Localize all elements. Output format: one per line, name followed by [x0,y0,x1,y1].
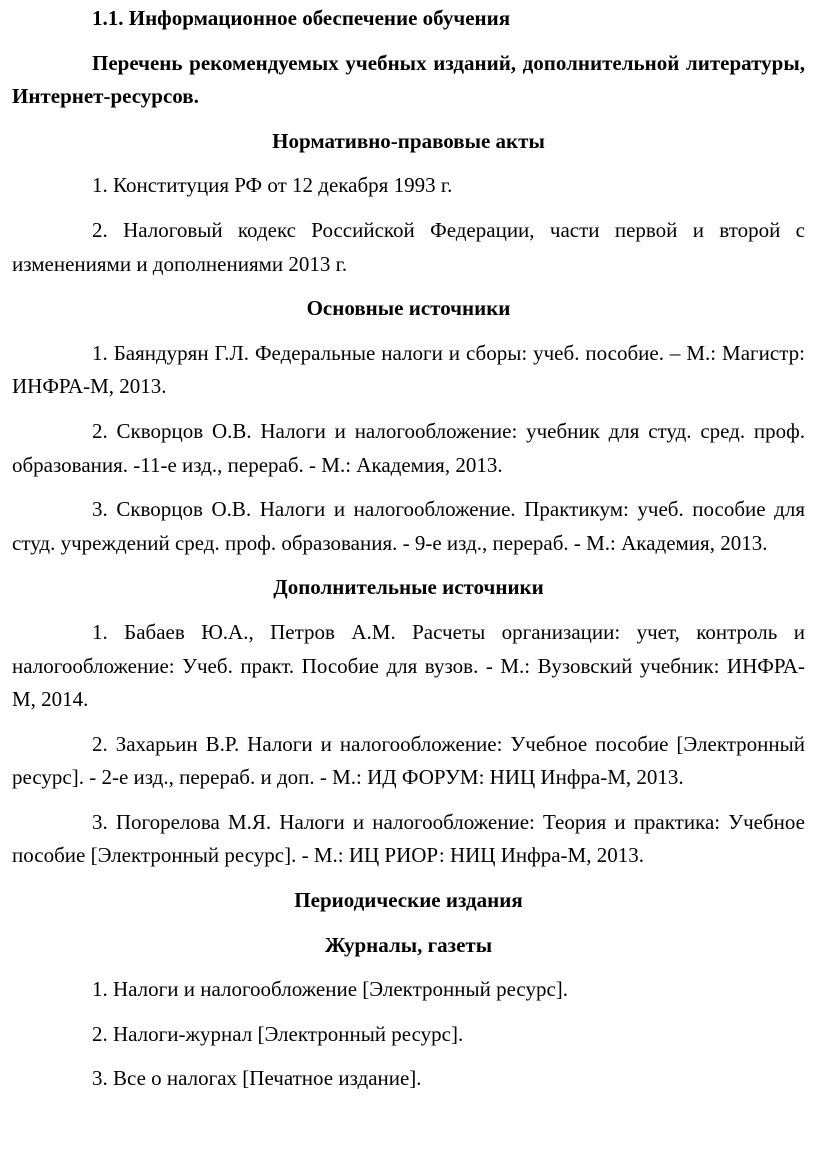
document-page [12,0,805,1107]
additional-sources-heading: Дополнительные источники [273,575,544,600]
additional-source-item: 1. Бабаев Ю.А., Петров А.М. Расчеты организации: учет, контроль и налогообложение: Учеб. практ. Пособие для вузов. - М.: Вузовский учебник: ИНФРА-М, 2014. [12,619,805,712]
periodicals-heading: Периодические издания [294,888,523,913]
main-sources-heading: Основные источники [306,296,511,321]
main-source-item: 2. Скворцов О.В. Налоги и налогообложение: учебник для студ. сред. проф. образования. -11-е изд., перераб. - М.: Академия, 2013. [12,418,805,477]
normative-acts-heading: Нормативно-правовые акты [272,128,545,153]
periodicals-subheading: Журналы, газеты [324,932,493,957]
normative-item: 1. Конституция РФ от 12 декабря 1993 г. [92,173,453,198]
normative-item: 2. Налоговый кодекс Российской Федерации, части первой и второй с изменениями и дополнениями 2013 г. [12,217,805,276]
main-source-item: 3. Скворцов О.В. Налоги и налогообложение. Практикум: учеб. пособие для студ. учреждений сред. проф. образования. - 9-е изд., перераб. - М.: Академия, 2013. [12,497,805,555]
periodical-item: 3. Все о налогах [Печатное издание]. [92,1066,422,1091]
document-subheading: Перечень рекомендуемых учебных изданий, дополнительной литературы, Интернет-ресурсов. [12,50,805,109]
periodical-item: 1. Налоги и налогообложение [Электронный ресурс]. [92,977,569,1002]
periodical-item: 2. Налоги-журнал [Электронный ресурс]. [92,1021,464,1046]
additional-source-item: 2. Захарьин В.Р. Налоги и налогообложение: Учебное пособие [Электронный ресурс]. - 2-е изд., перераб. и доп. - М.: ИД ФОРУМ: НИЦ Инфра-М, 2013. [12,731,805,790]
additional-source-item: 3. Погорелова М.Я. Налоги и налогообложение: Теория и практика: Учебное пособие [Электронный ресурс]. - М.: ИЦ РИОР: НИЦ Инфра-М, 2013. [12,809,805,868]
document-heading: 1.1. Информационное обеспечение обучения [92,6,511,30]
main-source-item: 1. Баяндурян Г.Л. Федеральные налоги и сборы: учеб. пособие. – М.: Магистр: ИНФРА-М, 2013. [12,340,805,399]
